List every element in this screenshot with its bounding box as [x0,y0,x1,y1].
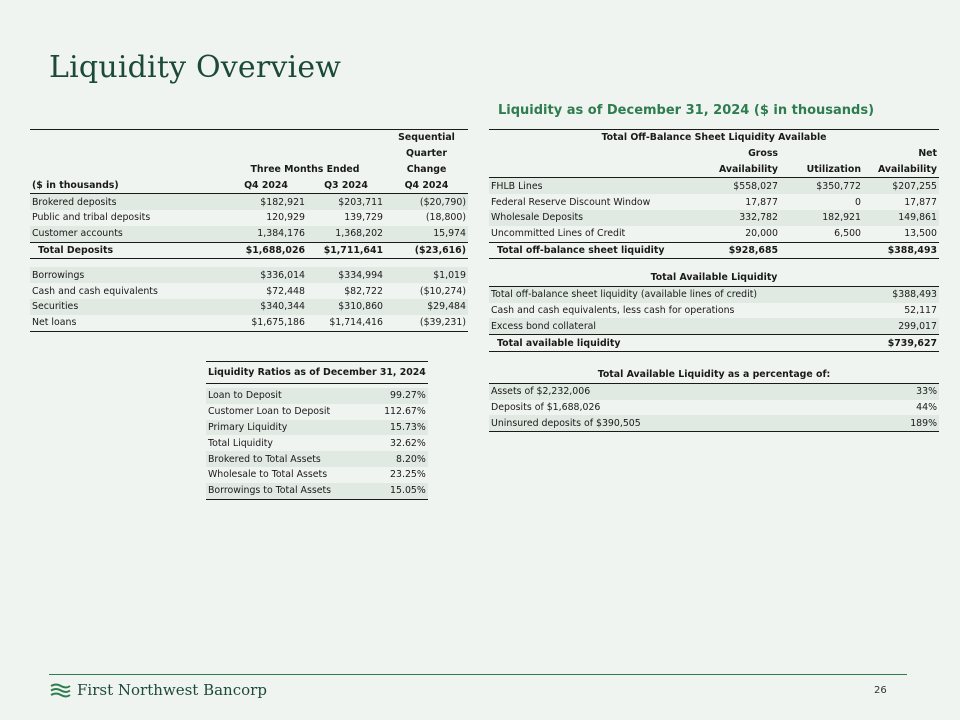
row-value: 8.20% [362,451,428,467]
table-row [206,451,428,467]
row-label: Brokered deposits [30,194,225,210]
row-label: Cash and cash equivalents [32,285,158,297]
row-label: Total available liquidity [489,335,863,352]
table-header-row [30,177,468,193]
row-value: $29,484 [385,299,468,315]
row-label: Cash and cash equivalents, less cash for operations [491,304,735,316]
table-row [489,210,939,226]
table-header-row [30,130,468,146]
table-total-row [30,242,468,259]
row-label: Assets of $2,232,006 [489,383,863,399]
table-row [30,299,468,315]
row-value: 120,929 [266,212,305,224]
row-value: 33% [863,383,939,399]
available-liquidity-table [489,270,939,352]
row-value: $207,255 [863,178,939,194]
row-label: Borrowings to Total Assets [206,483,362,499]
deposits-table [30,129,468,332]
row-value: 17,877 [745,196,778,208]
row-label: Borrowings [30,267,225,283]
ratios-header: Liquidity Ratios as of December 31, 2024 [206,362,428,384]
table-row [206,435,428,451]
table-row [30,210,468,226]
table-header-row [30,146,468,162]
row-label: FHLB Lines [489,178,693,194]
row-label: Loan to Deposit [206,388,362,404]
header-cell: Change [406,163,447,175]
ratios-table [206,361,428,500]
row-value: $340,344 [225,299,307,315]
row-value: $72,448 [266,285,305,297]
row-value: $388,493 [863,286,939,302]
row-value: 44% [916,401,937,413]
row-value: $203,711 [307,194,385,210]
row-value: $310,860 [307,299,385,315]
row-label: Public and tribal deposits [32,212,151,224]
row-value: 99.27% [362,388,428,404]
table-row [206,404,428,420]
header-group-cell: Three Months Ended [250,163,360,175]
table-header-row [489,130,939,146]
row-label: Net loans [30,315,225,331]
table-row [206,467,428,483]
header-cell: Availability [693,162,780,178]
row-value: 189% [863,415,939,431]
row-value: 6,500 [834,228,861,240]
header-cell: Q3 2024 [307,177,385,193]
table-header-row [489,270,939,286]
table-total-row [489,242,939,259]
row-value: 15.05% [362,483,428,499]
row-value: $388,493 [863,242,939,259]
wave-logo-icon [49,682,71,698]
row-value: $336,014 [225,267,307,283]
row-label: Securities [30,299,225,315]
logo-text: First Northwest Bancorp [77,681,267,699]
row-value: 17,877 [904,196,937,208]
table-header-row [489,162,939,178]
table-total-row [489,335,939,352]
row-value: 20,000 [745,228,778,240]
row-label: Federal Reserve Discount Window [491,196,651,208]
table-row [489,383,939,399]
row-value: $82,722 [344,285,383,297]
row-value: $1,675,186 [225,315,307,331]
page-number: 26 [874,685,887,696]
percentage-table [489,367,939,432]
row-value: $739,627 [863,335,939,352]
row-value: 149,861 [863,210,939,226]
company-logo [49,681,267,699]
row-value: 13,500 [904,228,937,240]
row-value: ($23,616) [385,242,468,259]
row-value: ($20,790) [385,194,468,210]
table-row [206,388,428,404]
row-value: 15.73% [362,420,428,436]
header-cell: Utilization [780,162,863,178]
row-label: Total Deposits [30,242,225,259]
footer-divider [49,674,907,675]
row-value: $1,019 [385,267,468,283]
row-value: (18,800) [425,212,466,224]
table-header-row [206,362,428,384]
row-label: Total Liquidity [208,437,273,449]
percentage-header: Total Available Liquidity as a percentage of: [489,367,939,383]
row-label: Brokered to Total Assets [206,451,362,467]
row-value: $558,027 [693,178,780,194]
table-row [30,283,468,299]
row-value: 139,729 [344,212,383,224]
table-row [30,267,468,283]
table-header-row [489,367,939,383]
table-row [489,415,939,431]
header-cell: Gross [748,148,778,160]
header-cell: Net [918,148,937,160]
spacer-row [30,259,468,268]
row-label: Customer accounts [30,226,225,242]
row-label: Excess bond collateral [489,318,863,334]
liquidity-subtitle: Liquidity as of December 31, 2024 ($ in thousands) [498,103,875,118]
table-row [489,303,939,319]
row-value: 299,017 [863,318,939,334]
page-title: Liquidity Overview [49,50,342,85]
table-row [489,194,939,210]
header-cell: Sequential [385,130,468,146]
row-value: 32.62% [390,437,426,449]
table-row [489,226,939,242]
offbalance-header: Total Off-Balance Sheet Liquidity Available [489,130,939,146]
row-value: $928,685 [693,242,780,259]
row-value: $1,711,641 [307,242,385,259]
header-cell: Q4 2024 [385,177,468,193]
header-cell: Quarter [405,148,448,160]
header-cell: Q4 2024 [225,177,307,193]
row-label: Customer Loan to Deposit [208,406,331,418]
header-cell: ($ in thousands) [30,177,225,193]
table-row [30,315,468,331]
row-value: 15,974 [385,226,468,242]
row-value: 332,782 [693,210,780,226]
row-value: 112.67% [384,406,426,418]
offbalance-table [489,129,939,259]
row-value: $334,994 [307,267,385,283]
row-label: Primary Liquidity [206,420,362,436]
row-value: $350,772 [780,178,863,194]
row-value: 23.25% [390,469,426,481]
row-label: Total off-balance sheet liquidity [489,242,693,259]
row-value: $182,921 [225,194,307,210]
table-row [489,286,939,302]
row-value: 0 [855,196,861,208]
row-label: Deposits of $1,688,026 [491,401,601,413]
table-row [206,483,428,499]
row-value: ($39,231) [385,315,468,331]
row-label: Total off-balance sheet liquidity (available lines of credit) [489,286,863,302]
row-value: $1,688,026 [225,242,307,259]
table-row [489,400,939,416]
table-row [489,318,939,334]
row-value: ($10,274) [419,285,466,297]
row-label: Wholesale Deposits [489,210,693,226]
table-row [30,194,468,210]
table-header-row [489,146,939,162]
row-value: 182,921 [780,210,863,226]
row-label: Uncommitted Lines of Credit [491,228,626,240]
row-label: Uninsured deposits of $390,505 [489,415,863,431]
row-value: 1,368,202 [307,226,385,242]
header-cell: Availability [863,162,939,178]
table-row [30,226,468,242]
row-value: $1,714,416 [307,315,385,331]
row-value: 1,384,176 [225,226,307,242]
available-header: Total Available Liquidity [489,270,939,286]
table-header-row [30,162,468,178]
table-row [489,178,939,194]
row-value: 52,117 [904,304,937,316]
table-row [206,420,428,436]
row-label: Wholesale to Total Assets [208,469,328,481]
